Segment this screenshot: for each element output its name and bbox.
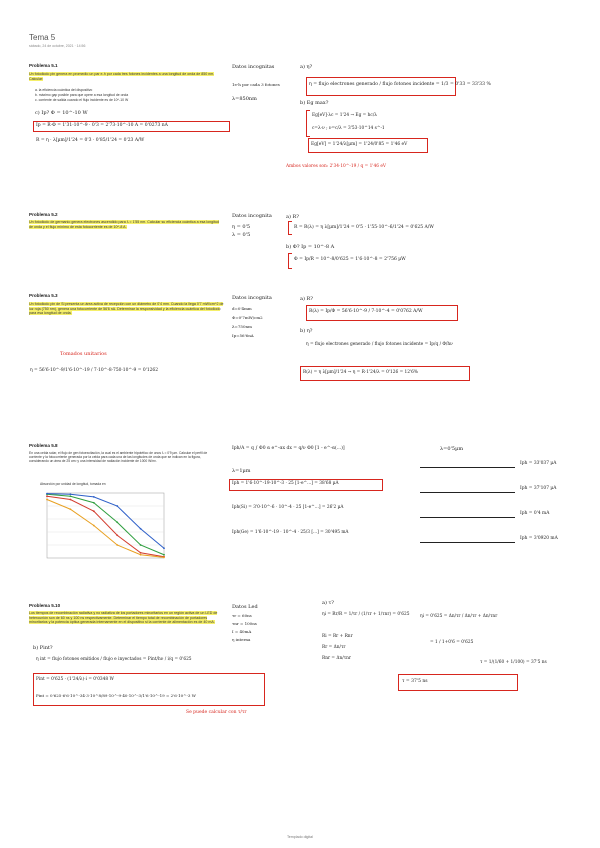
chart-point — [116, 544, 118, 546]
handwritten-note: Ip=56'6nA — [232, 333, 254, 338]
handwritten-work: b) Eg max? — [300, 100, 329, 106]
problem-statement: Un fotodiodo de germanio genera electrones ascendido para λ = 1'55 nm. Calcular su eficiencia cuántica a esa longitud de onda y el flujo mínimo de esta fotocorriente es de 10^-8 A. — [29, 220, 219, 229]
chart-point — [70, 495, 72, 497]
handwritten-note: η = 0'5 — [232, 224, 251, 230]
handwritten-note: Tomados unitarios — [60, 351, 107, 357]
chart-point — [93, 496, 95, 498]
handwritten-work: Iph = 33'037 µA — [520, 461, 557, 466]
chart-point — [70, 493, 72, 495]
chart-point — [163, 556, 165, 558]
handwritten-work: τ = 1/(1/60 + 1/100) = 37'5 ns — [480, 660, 547, 665]
fraction-line — [420, 492, 515, 493]
handwritten-work: ηi = Rr/R = 1/τr / (1/τr + 1/τnr) = 0'625 — [322, 612, 410, 617]
chart-point — [140, 544, 142, 546]
handwritten-note: Φ=0'7mW/cm2 — [232, 315, 263, 320]
problem-title: Problema 5.8 — [29, 443, 58, 448]
chart-point — [46, 493, 48, 495]
problem-title: Problema 5.3 — [29, 293, 58, 298]
handwritten-note: 1e-h por cada 3 fotones — [232, 82, 280, 87]
problem-statement: Un fotodiodo pin de Si presenta un área activa de recepción con un diámetro de 0'4 mm. Cuando la llega 0'7 mW/cm^2 de luz roja (750 nm), genera una fotocorriente de 56'6 nA. Determinar la responsividad y la eficiencia cuántica del fotodiodo para esa longitud de onda. — [29, 302, 224, 316]
handwritten-work: Iph(Si) = 3'0·10^-6 · 10^-4 · 25 [1-e^...] = 26'2 µA — [232, 505, 344, 510]
chart-point — [140, 552, 142, 554]
chart-point — [70, 499, 72, 501]
handwritten-work: R(λ) = η λ[µm]/1'24 → η = R·1'24/λ = 0'126 = 12'6% — [303, 370, 418, 375]
handwritten-work: η = flujo electrones generado / flujo fotones incidente = 1/3 = 0'33 = 33'33 % — [309, 82, 491, 87]
handwritten-note: η interna — [232, 637, 251, 642]
problem-item: c. corriente de salida cuando el flujo incidente es de 10^-10 W — [35, 98, 129, 102]
chart-point — [116, 505, 118, 507]
handwritten-work: = 1 / 1+0'6 = 0'625 — [430, 640, 474, 645]
answer-bracket — [288, 253, 292, 269]
handwritten-work: Iph = 0'4 mA — [520, 511, 550, 516]
handwritten-note: τnr = 100ns — [232, 621, 257, 626]
handwritten-note: τr = 60ns — [232, 613, 252, 618]
chart-point — [140, 554, 142, 556]
handwritten-note: λ = 0'5 — [232, 232, 251, 238]
handwritten-note: Datos Led — [232, 604, 258, 610]
chart-point — [93, 502, 95, 504]
handwritten-note: Datos incognita — [232, 213, 272, 219]
chart-point — [93, 510, 95, 512]
problem-statement: Un fotodiodo pin genera en promedio un par e-h por cada tres fotones incidentes a una longitud de onda de 850 nm. Calcular: — [29, 72, 215, 81]
handwritten-note: Datos incognitas — [232, 64, 275, 70]
handwritten-work: Ip = R·Φ = 1'31·10^-9 · 0'3 = 2'73·10^-10 A = 0'0273 nA — [36, 123, 168, 128]
chart-series-line-2 — [47, 494, 164, 549]
handwritten-work: τ = 37'5 ns — [402, 679, 428, 684]
absorption-chart — [33, 487, 168, 570]
handwritten-work: c) Ip? Φ = 10^-10 W — [35, 110, 88, 116]
handwritten-note: Datos incognita — [232, 295, 272, 301]
handwritten-work: R(λ) = Ip/Φ = 56'6·10^-9 / 7·10^-4 = 0'0762 A/W — [309, 309, 423, 314]
handwritten-work: Rr = Δn/τr — [322, 645, 346, 650]
handwritten-work: Rnr = Δn/τnr — [322, 656, 351, 661]
handwritten-note: I = 40mA — [232, 629, 252, 634]
handwritten-note: λ=850nm — [232, 96, 257, 102]
problem-title: Problema 5.10 — [29, 603, 61, 608]
problem-statement: En una celda solar, el flujo de gen fotoexcitación, la cual es el ambiente hipotético de unos λ = 0'9 µm. Calcular el perfil de corriente y la fotocorriente generada por la celda para cada una de las longitudes de onda que se indican en la figura, considerando un área de 25 cm² y una intensidad de radiación incidente de 1000 W/m². — [29, 451, 208, 464]
handwritten-work: Iph = 37'107 µA — [520, 486, 557, 491]
problem-item: b. máximo gap posible para que opere a esa longitud de onda — [35, 93, 129, 97]
handwritten-work: a) τ? — [322, 600, 334, 606]
handwritten-work: c=λ·ν ; ν=c/λ = 3'53·10^14 s^-1 — [312, 126, 385, 131]
answer-bracket — [288, 221, 292, 235]
handwritten-work: Eg[eV]·λc = 1'24 → Eg = hc/λ — [312, 113, 377, 118]
chart-series-line-3 — [47, 500, 164, 558]
chart-point — [140, 528, 142, 530]
chart-series-line-0 — [47, 494, 164, 554]
problem-item: a. la eficiencia cuántica del dispositivo — [35, 88, 93, 92]
handwritten-work: Ri = Rr + Rnr — [322, 634, 353, 639]
handwritten-note: λ=750nm — [232, 324, 252, 329]
handwritten-note: d=0'4mm — [232, 306, 252, 311]
chart-point — [163, 554, 165, 556]
chart-frame — [47, 493, 164, 558]
handwritten-work: η = 56'6·10^-9/1'6·10^-19 / 7·10^-8·750·10^-9 = 0'1262 — [30, 368, 158, 373]
handwritten-work: b) η? — [300, 328, 313, 334]
handwritten-work: λ=1µm — [232, 468, 251, 474]
chart-point — [93, 525, 95, 527]
handwritten-work: Pint = 0'625·6'6·10^-34·3·10^8/89·10^-9·40·10^-3/1'6·10^-19 = 2'6·10^-3 W — [36, 693, 196, 698]
handwritten-work: a) R? — [300, 296, 313, 302]
handwritten-work: η = flujo electrones generado / flujo fotones incidente = Ip/q / Φ/hν — [306, 342, 453, 347]
chart-point — [116, 521, 118, 523]
handwritten-work: λ=0'5µm — [440, 446, 464, 452]
handwritten-work: Pint = 0'625 · (1'24/λ)·i = 0'0348 W — [36, 677, 114, 682]
handwritten-work: Iph(Ge) = 1'6·10^-19 · 10^-4 · 25/3 [...] = 30'495 mA — [232, 530, 349, 535]
answer-bracket — [306, 110, 310, 137]
chart-point — [46, 499, 48, 501]
chart-point — [70, 508, 72, 510]
handwritten-work: a) η? — [300, 64, 313, 70]
handwritten-work: b) Φ? Ip = 10^-8 A — [286, 244, 335, 250]
page-footer: Templado digital — [287, 835, 313, 839]
handwritten-work: Eg[eV] = 1'24/λ[µm] = 1'24/0'85 = 1'46 eV — [311, 142, 408, 147]
chart-caption: Absorción por unidad de longitud, tomada en — [40, 482, 106, 486]
handwritten-note: Se puede calcular con τ/τr — [186, 710, 247, 715]
chart-point — [46, 495, 48, 497]
handwritten-work: ηi = 0'625 = Δn/τr / Δn/τr + Δn/τnr — [420, 614, 498, 619]
page-title: Tema 5 — [29, 33, 56, 42]
handwritten-work: Φ = Ip/R = 10^-8/0'625 = 1'6·10^-8 = 2'756 µW — [294, 257, 406, 262]
handwritten-work: a) R? — [286, 214, 299, 220]
handwritten-work: R = R(λ) = η λ[µm]/1'24 = 0'5 · 1'55·10^-6/1'24 = 0'625 A/W — [294, 225, 434, 230]
problem-title: Problema 5.2 — [29, 212, 58, 217]
handwritten-work: R = η · λ[µm]/1'24 = 0'3 · 0'85/1'24 = 0'23 A/W — [36, 138, 145, 143]
fraction-line — [420, 542, 515, 543]
handwritten-work: b) Pint? — [33, 645, 53, 651]
chart-point — [163, 547, 165, 549]
problem-statement: Los tiempos de recombinación radiativa y no radiativa de los portadores minoritarios en un región activa de un LED de heterounión son de 60 ns y 100 ns respectivamente. Determinar el tiempo total de recombinación de portadores minoritarios y la potencia óptica generada internamente en el dispositivo si la corriente de alimentación es de 40 mA. — [29, 611, 218, 625]
handwritten-work: Iph = 1'6·10^-19·10^-3 · 25 [1-e^...] = 38'68 µA — [232, 481, 339, 486]
problem-title: Problema 5.1 — [29, 63, 58, 68]
fraction-line — [420, 467, 515, 468]
handwritten-work: Ambos valores son: 2'34·10^-19 / q = 1'46 eV — [286, 164, 386, 169]
handwritten-work: Iph = 3'0920 mA — [520, 536, 558, 541]
handwritten-work: η int = flujo fotones emitidos / flujo e inyectados = Pint/hν / i/q = 0'625 — [36, 657, 192, 662]
chart-point — [116, 534, 118, 536]
fraction-line — [420, 517, 515, 518]
page-date: sábado, 24 de octubre, 2021 · 14:56 — [29, 44, 86, 48]
handwritten-work: Iph/A = q ∫ Φ0 α e^-αx dx = q/ν Φ0 [1 - e^-α(...)] — [232, 446, 345, 451]
